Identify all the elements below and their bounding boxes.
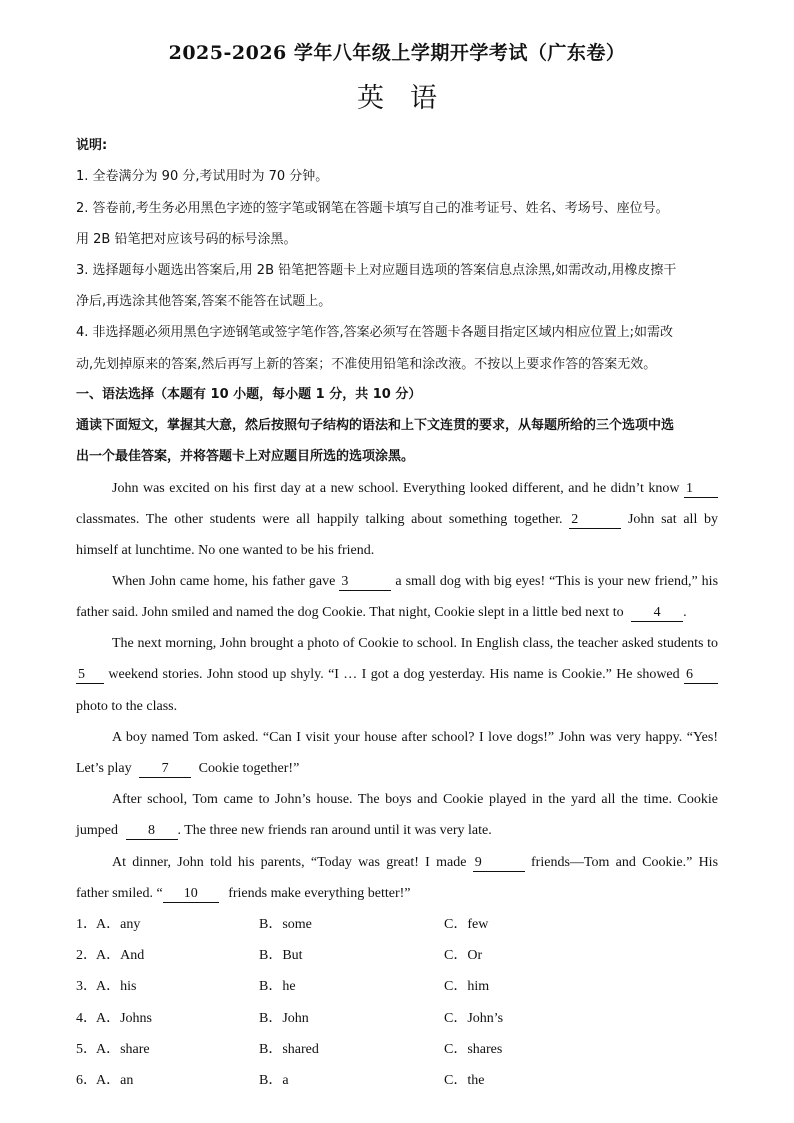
option-b: B．But bbox=[259, 948, 303, 963]
passage-line: A boy named Tom asked. “Can I visit your house after school? I love dogs!” John was very happy. “Yes! bbox=[112, 730, 718, 745]
answer-blank: 7 bbox=[139, 761, 191, 778]
answer-blank: 1 bbox=[684, 481, 718, 498]
answer-blank: 5 bbox=[76, 667, 104, 684]
option-a: A．And bbox=[96, 948, 145, 963]
passage-line: himself at lunchtime. No one wanted to be his friend. bbox=[76, 543, 375, 558]
question-number: 5． bbox=[76, 1042, 97, 1057]
option-b: B．shared bbox=[259, 1042, 319, 1057]
passage-line: father said. John smiled and named the dog Cookie. That night, Cookie slept in a little bed next to 4 . bbox=[76, 605, 687, 620]
passage-line: At dinner, John told his parents, “Today was great! I made 9 friends—Tom and Cookie.” His bbox=[112, 855, 719, 870]
instruction-line: 1. 全卷满分为 90 分,考试用时为 70 分钟。 bbox=[76, 169, 329, 184]
instruction-line: 净后,再选涂其他答案,答案不能答在试题上。 bbox=[76, 294, 332, 309]
passage-line: After school, Tom came to John’s house. The boys and Cookie played in the yard all the time. Cookie bbox=[112, 792, 718, 807]
option-b: B．a bbox=[259, 1073, 289, 1088]
passage-line: 5 weekend stories. John stood up shyly. “I … I got a dog yesterday. His name is Cookie.” He showed 6 bbox=[76, 665, 718, 685]
question-number: 3． bbox=[76, 979, 97, 994]
option-row bbox=[76, 1040, 718, 1060]
option-b: B．John bbox=[259, 1011, 309, 1026]
passage-line: photo to the class. bbox=[76, 699, 178, 714]
option-row bbox=[76, 1009, 718, 1029]
option-row bbox=[76, 946, 718, 966]
option-a: A．an bbox=[96, 1073, 134, 1088]
instruction-line: 用 2B 铅笔把对应该号码的标号涂黑。 bbox=[76, 232, 297, 247]
option-row bbox=[76, 915, 718, 935]
option-c: C．few bbox=[444, 917, 489, 932]
passage-line: John was excited on his first day at a new school. Everything looked different, and he didn’t know 1 bbox=[76, 479, 718, 499]
answer-blank: 8 bbox=[126, 823, 178, 840]
instructions-heading: 说明: bbox=[76, 138, 108, 153]
option-a: A．his bbox=[96, 979, 137, 994]
option-a: A．any bbox=[96, 917, 141, 932]
answer-blank: 9 bbox=[473, 855, 525, 872]
answer-blank: 4 bbox=[631, 605, 683, 622]
option-c: C．shares bbox=[444, 1042, 503, 1057]
option-c: C．the bbox=[444, 1073, 485, 1088]
section-directions: 出一个最佳答案，并将答题卡上对应题目所选的选项涂黑。 bbox=[76, 449, 415, 464]
option-a: A．Johns bbox=[96, 1011, 153, 1026]
option-row bbox=[76, 1071, 718, 1091]
section-heading: 一、语法选择（本题有 10 小题，每小题 1 分，共 10 分） bbox=[76, 387, 422, 402]
subject-title: 英语 bbox=[357, 83, 463, 114]
question-number: 1． bbox=[76, 917, 97, 932]
option-c: C．John’s bbox=[444, 1011, 504, 1026]
answer-blank: 10 bbox=[163, 886, 219, 903]
option-row bbox=[76, 977, 718, 997]
answer-blank: 2 bbox=[569, 512, 621, 529]
passage-line: father smiled. “ 10 friends make everything better!” bbox=[76, 886, 411, 901]
option-b: B．he bbox=[259, 979, 296, 994]
passage-line: Let’s play 7 Cookie together!” bbox=[76, 761, 300, 776]
passage-line: classmates. The other students were all happily talking about something together. 2 John sat all by bbox=[76, 512, 719, 527]
question-number: 6． bbox=[76, 1073, 97, 1088]
passage-line: The next morning, John brought a photo of Cookie to school. In English class, the teacher asked students to bbox=[112, 636, 718, 651]
instruction-line: 4. 非选择题必须用黑色字迹钢笔或签字笔作答,答案必须写在答题卡各题目指定区域内相应位置上;如需改 bbox=[76, 325, 674, 340]
question-number: 2． bbox=[76, 948, 97, 963]
instruction-line: 2. 答卷前,考生务必用黑色字迹的签字笔或钢笔在答题卡填写自己的准考证号、姓名、考场号、座位号。 bbox=[76, 201, 669, 216]
answer-blank: 3 bbox=[339, 574, 391, 591]
option-a: A．share bbox=[96, 1042, 150, 1057]
passage-line: jumped 8 . The three new friends ran around until it was very late. bbox=[76, 823, 492, 838]
section-directions: 通读下面短文，掌握其大意，然后按照句子结构的语法和上下文连贯的要求，从每题所给的三个选项中选 bbox=[76, 418, 675, 433]
instruction-line: 动,先划掉原来的答案,然后再写上新的答案；不准使用铅笔和涂改液。不按以上要求作答的答案无效。 bbox=[76, 357, 657, 372]
option-c: C．Or bbox=[444, 948, 483, 963]
instruction-line: 3. 选择题每小题选出答案后,用 2B 铅笔把答题卡上对应题目选项的答案信息点涂黑,如需改动,用橡皮擦干 bbox=[76, 263, 677, 278]
option-b: B．some bbox=[259, 917, 312, 932]
passage-line: When John came home, his father gave 3 a small dog with big eyes! “This is your new friend,” his bbox=[112, 574, 719, 589]
option-c: C．him bbox=[444, 979, 490, 994]
exam-title: 2025-2026 学年八年级上学期开学考试（广东卷） bbox=[168, 42, 626, 64]
answer-blank: 6 bbox=[684, 667, 718, 684]
question-number: 4． bbox=[76, 1011, 97, 1026]
